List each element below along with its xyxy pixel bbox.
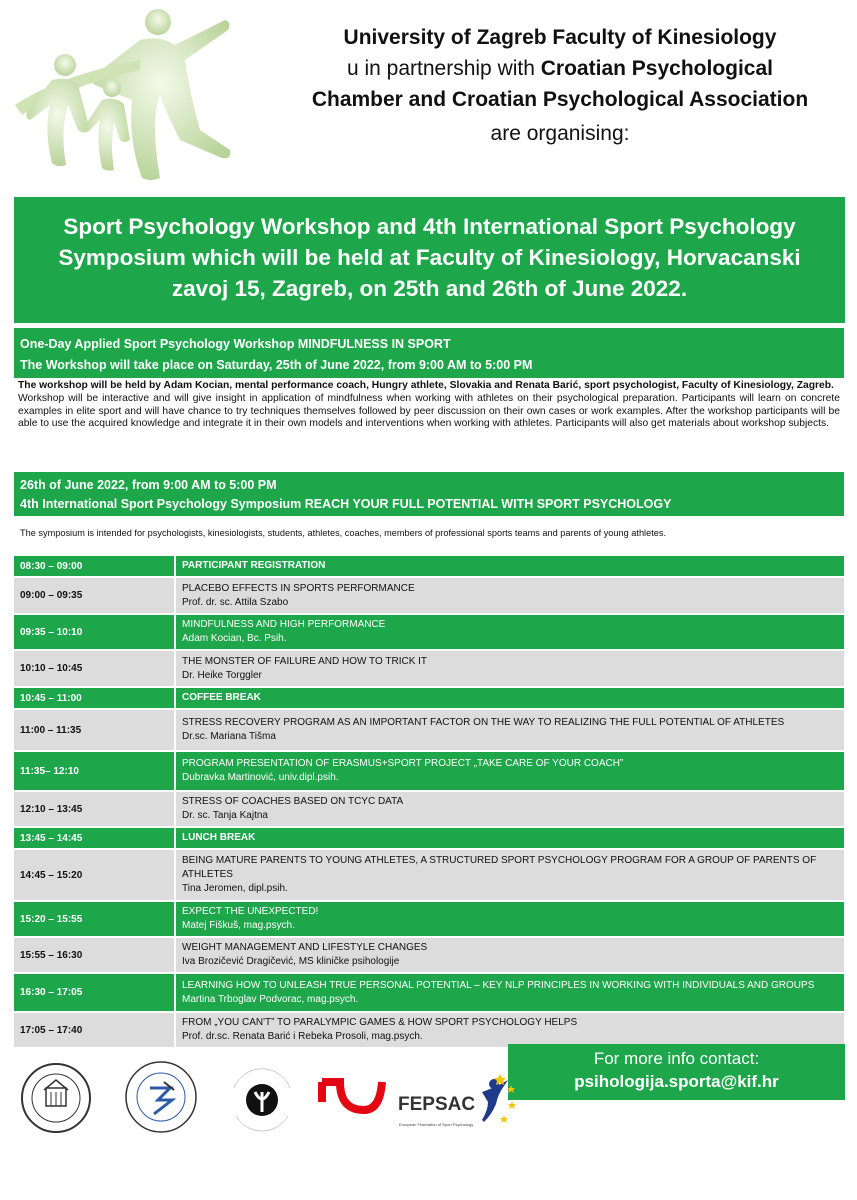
schedule-table [14,556,844,1049]
table-row [14,973,844,1012]
table-row [14,556,844,577]
session-speaker: Adam Kocian, Bc. Psih. [182,633,287,644]
session-time: 12:10 – 13:45 [14,791,174,827]
session-title: FROM „YOU CAN'T” TO PARALYMPIC GAMES & HOW SPORT PSYCHOLOGY HELPS [182,1017,578,1028]
table-row [14,709,844,751]
session-time: 13:45 – 14:45 [14,827,174,849]
session-speaker: Prof. dr. sc. Attila Szabo [182,596,289,608]
workshop-date: The Workshop will take place on Saturday, 25th of June 2022, from 9:00 AM to 5:00 PM [20,358,533,372]
session-time: 09:00 – 09:35 [14,577,174,614]
contact-box [508,1044,845,1100]
symposium-title: 4th International Sport Psychology Symposium REACH YOUR FULL POTENTIAL WITH SPORT PSYCHOLOGY [20,497,672,511]
partner-name-b: Chamber and Croatian Psychological Association [311,88,809,111]
header [290,24,830,149]
workshop-header [14,328,844,378]
session-speaker: Dr.sc. Mariana Tišma [182,731,276,742]
table-row [14,827,844,849]
table-row [14,751,844,791]
session-title: COFFEE BREAK [182,692,261,703]
session-title: LUNCH BREAK [182,832,256,843]
session-title: THE MONSTER OF FAILURE AND HOW TO TRICK IT [182,655,428,667]
table-row [14,614,844,650]
session-speaker: Dr. sc. Tanja Kajtna [182,810,268,821]
table-row [14,687,844,709]
partner-line [290,53,830,84]
fepsac-subtitle: European Federation of Sport Psychology [399,1122,474,1127]
session-speaker: Dubravka Martinović, univ.dipl.psih. [182,772,339,783]
table-row [14,849,844,901]
workshop-presenters: The workshop will be held by Adam Kocian, mental performance coach, Hungry athlete, Slovakia and Renata Barić, sport psychologist, Faculty of Kinesiology, Zagreb. [18,380,834,391]
university-seal-logo [20,1062,92,1134]
croatian-psychological-chamber-logo [222,1058,302,1142]
event-banner [14,197,845,323]
session-title: BEING MATURE PARENTS TO YOUNG ATHLETES, A STRUCTURED SPORT PSYCHOLOGY PROGRAM FOR A GROUP OF PARENTS OF ATHLETES [182,855,817,880]
session-speaker: Matej Fiškuš, mag.psych. [182,920,295,931]
table-row [14,937,844,973]
symposium-header [14,472,844,516]
session-speaker: Prof. dr.sc. Renata Barić i Rebeka Prosoli, mag.psych. [182,1031,423,1042]
session-title: WEIGHT MANAGEMENT AND LIFESTYLE CHANGES [182,942,428,953]
workshop-description [14,378,844,433]
fepsac-logo [398,1064,524,1132]
session-title: LEARNING HOW TO UNLEASH TRUE PERSONAL POTENTIAL – KEY NLP PRINCIPLES IN WORKING WITH INDIVIDUALS AND GROUPS [182,979,815,991]
session-title: EXPECT THE UNEXPECTED! [182,906,319,917]
session-speaker: Dr. Heike Torggler [182,669,262,681]
contact-label: For more info contact: [593,1049,760,1068]
table-row [14,1012,844,1048]
session-time: 09:35 – 10:10 [14,614,174,650]
session-time: 15:20 – 15:55 [14,901,174,937]
event-banner-text: Sport Psychology Workshop and 4th International Sport Psychology Symposium which will be held at Faculty of Kinesiology, Horvacanski zavoj 15, Zagreb, on 25th and 26th of June 2022. [58,214,801,301]
session-speaker: Iva Brozičević Dragičević, MS kliničke psihologije [182,956,400,967]
session-speaker: Tina Jeromen, dipl.psih. [182,883,288,894]
partner-name-a: Croatian Psychological [540,57,773,80]
fepsac-name: FEPSAC [398,1094,476,1115]
session-time: 10:10 – 10:45 [14,650,174,687]
session-time: 11:35– 12:10 [14,751,174,791]
session-time: 16:30 – 17:05 [14,973,174,1012]
organiser-title: University of Zagreb Faculty of Kinesiology [343,26,777,49]
organising-text: are organising: [490,122,630,145]
table-row [14,650,844,687]
partner-prefix: u in partnership with [346,57,541,80]
session-time: 17:05 – 17:40 [14,1012,174,1048]
table-row [14,577,844,614]
running-figures-logo [0,0,240,185]
session-speaker: Martina Trboglav Podvorac, mag.psych. [182,993,359,1005]
symposium-date: 26th of June 2022, from 9:00 AM to 5:00 PM [20,478,277,492]
session-title: PARTICIPANT REGISTRATION [182,560,326,571]
kif-faculty-logo [124,1060,198,1134]
session-title: PROGRAM PRESENTATION OF ERASMUS+SPORT PROJECT „TAKE CARE OF YOUR COACH” [182,758,624,769]
session-title: STRESS RECOVERY PROGRAM AS AN IMPORTANT FACTOR ON THE WAY TO REALIZING THE FULL POTENTIAL OF ATHLETES [182,717,785,728]
session-time: 15:55 – 16:30 [14,937,174,973]
table-row [14,901,844,937]
symposium-intro: The symposium is intended for psychologists, kinesiologists, students, athletes, coaches, members of professional sports teams and parents of young athletes. [20,528,667,538]
table-row [14,791,844,827]
session-time: 08:30 – 09:00 [14,556,174,577]
contact-email-link[interactable]: psihologija.sporta@kif.hr [574,1072,779,1091]
session-title: STRESS OF COACHES BASED ON TCYC DATA [182,796,404,807]
session-time: 14:45 – 15:20 [14,849,174,901]
session-time: 10:45 – 11:00 [14,687,174,709]
workshop-text: Workshop will be interactive and will give insight in application of mindfulness when working with athletes on their psychological preparation. Participants will learn on concrete examples in elite sport and will have chance to try techniques themselves followed by peer discussion on their own cases or work examples. After the workshop participants will be able to use the acquired knowledge and integrate it in their own models and interventions when working with athletes. Participants will also get materials about workshop subjects. [18,392,840,430]
session-time: 11:00 – 11:35 [14,709,174,751]
croatian-psychological-association-logo [318,1076,386,1126]
workshop-title: One-Day Applied Sport Psychology Workshop MINDFULNESS IN SPORT [20,337,451,351]
session-title: MINDFULNESS AND HIGH PERFORMANCE [182,619,386,630]
session-title: PLACEBO EFFECTS IN SPORTS PERFORMANCE [182,582,415,594]
